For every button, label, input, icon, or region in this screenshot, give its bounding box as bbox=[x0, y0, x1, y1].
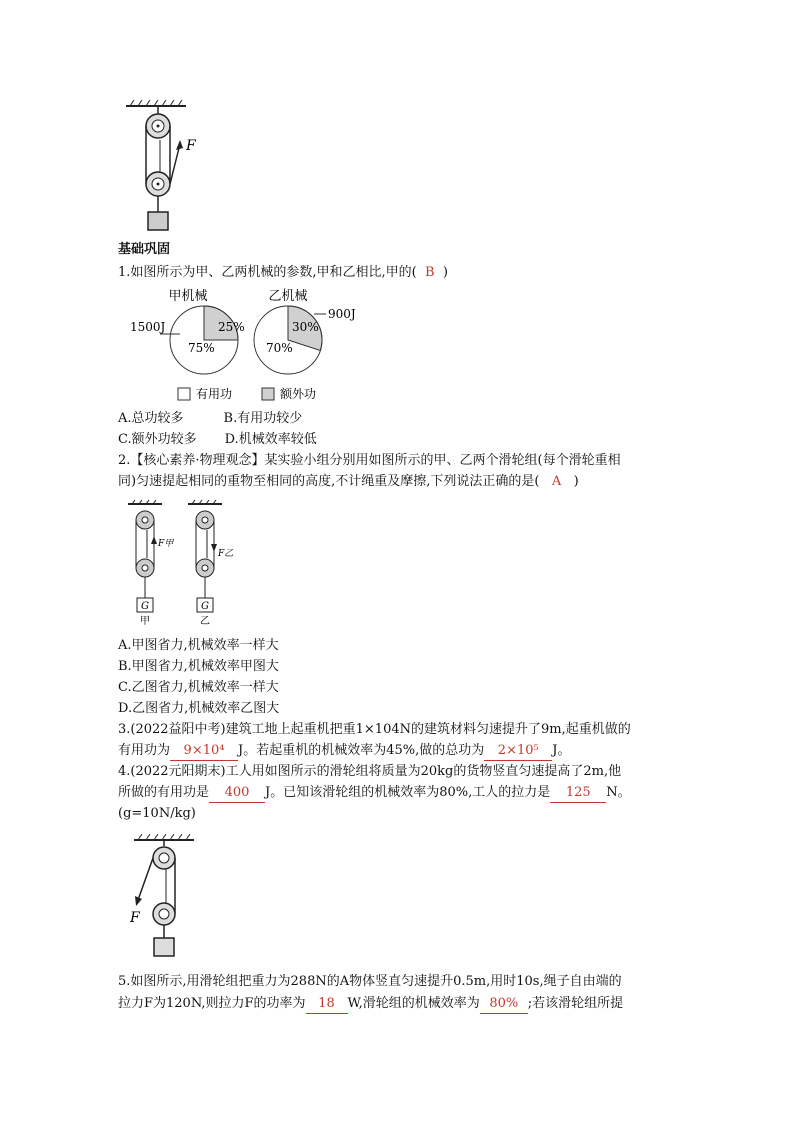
q5-answer-1: 18 bbox=[306, 995, 348, 1014]
left-callout: 1500J bbox=[130, 320, 166, 334]
q1-option-d: D.机械效率较低 bbox=[224, 432, 317, 447]
right-callout: 900J bbox=[328, 307, 356, 321]
legend-useful: 有用功 bbox=[196, 387, 233, 401]
q4-force-label: F bbox=[130, 910, 140, 926]
q2-g-jia: G bbox=[141, 601, 149, 612]
q4-line2: 所做的有用功是 400 J。已知该滑轮组的机械效率为80%,工人的拉力是 125 N。 bbox=[118, 784, 631, 803]
q3-answer-1: 9×10⁴ bbox=[170, 742, 238, 761]
right-pie-title: 乙机械 bbox=[268, 289, 308, 304]
q2-f-jia: F甲 bbox=[158, 539, 174, 549]
q1-option-a: A.总功较多 bbox=[118, 411, 184, 426]
q2-label-jia: 甲 bbox=[140, 616, 150, 627]
q3-answer-2: 2×10⁵ bbox=[484, 742, 552, 761]
q1-pie-charts bbox=[118, 284, 378, 408]
q2-f-yi: F乙 bbox=[218, 549, 234, 559]
pulley-yi bbox=[188, 500, 233, 627]
legend-extra-swatch bbox=[262, 388, 274, 400]
q1-options-row2 bbox=[118, 431, 317, 449]
q2-option-a: A.甲图省力,机械效率一样大 bbox=[118, 638, 279, 653]
q5-line1: 5.如图所示,用滑轮组把重力为288N的A物体竖直匀速提升0.5m,用时10s,绳子自由端的 bbox=[118, 974, 622, 989]
q2-option-c: C.乙图省力,机械效率一样大 bbox=[118, 680, 279, 695]
q3-line2: 有用功为 9×10⁴ J。若起重机的机械效率为45%,做的总功为 2×10⁵ J。 bbox=[118, 742, 570, 761]
pulley-jia bbox=[128, 500, 174, 627]
q2-line2: 同)匀速提起相同的重物至相同的高度,不计绳重及摩擦,下列说法正确的是( A ) bbox=[118, 474, 579, 489]
q2-g-yi: G bbox=[201, 601, 209, 612]
pulley-figure-top bbox=[120, 98, 210, 238]
section-title: 基础巩固 bbox=[118, 242, 171, 257]
right-useful-pct: 70% bbox=[266, 341, 293, 355]
q5-line2: 拉力F为120N,则拉力F的功率为 18 W,滑轮组的机械效率为 80% ;若该滑轮组所提 bbox=[118, 995, 623, 1014]
q5-answer-2: 80% bbox=[480, 995, 528, 1014]
left-pie-title: 甲机械 bbox=[168, 289, 208, 304]
q4-pulley-figure bbox=[124, 834, 204, 964]
q2-answer: A bbox=[551, 474, 562, 489]
q4-line3: (g=10N/kg) bbox=[118, 806, 196, 821]
force-label: F bbox=[186, 138, 196, 154]
q1-option-c: C.额外功较多 bbox=[118, 432, 197, 447]
q4-answer-2: 125 bbox=[550, 784, 606, 803]
q2-line1: 2.【核心素养·物理观念】某实验小组分别用如图所示的甲、乙两个滑轮组(每个滑轮重相 bbox=[118, 453, 621, 468]
q2-option-b: B.甲图省力,机械效率甲图大 bbox=[118, 659, 279, 674]
q4-answer-1: 400 bbox=[209, 784, 265, 803]
q2-option-d: D.乙图省力,机械效率乙图大 bbox=[118, 701, 280, 716]
q1-answer: B bbox=[425, 265, 435, 280]
q2-pulley-figure bbox=[124, 500, 234, 630]
left-extra-pct: 25% bbox=[218, 320, 245, 334]
q1-stem: 1.如图所示为甲、乙两机械的参数,甲和乙相比,甲的( B ) bbox=[118, 265, 448, 280]
left-useful-pct: 75% bbox=[188, 341, 215, 355]
q1-options-row1 bbox=[118, 410, 302, 428]
q4-line1: 4.(2022元阳期末)工人用如图所示的滑轮组将质量为20kg的货物竖直匀速提高了2m,他 bbox=[118, 764, 622, 779]
right-extra-pct: 30% bbox=[292, 320, 319, 334]
q3-line1: 3.(2022益阳中考)建筑工地上起重机把重1×104N的建筑材料匀速提升了9m,起重机做的 bbox=[118, 722, 631, 737]
q1-option-b: B.有用功较少 bbox=[223, 411, 303, 426]
legend-useful-swatch bbox=[178, 388, 190, 400]
legend-extra: 额外功 bbox=[280, 387, 317, 401]
q2-label-yi: 乙 bbox=[200, 616, 210, 627]
